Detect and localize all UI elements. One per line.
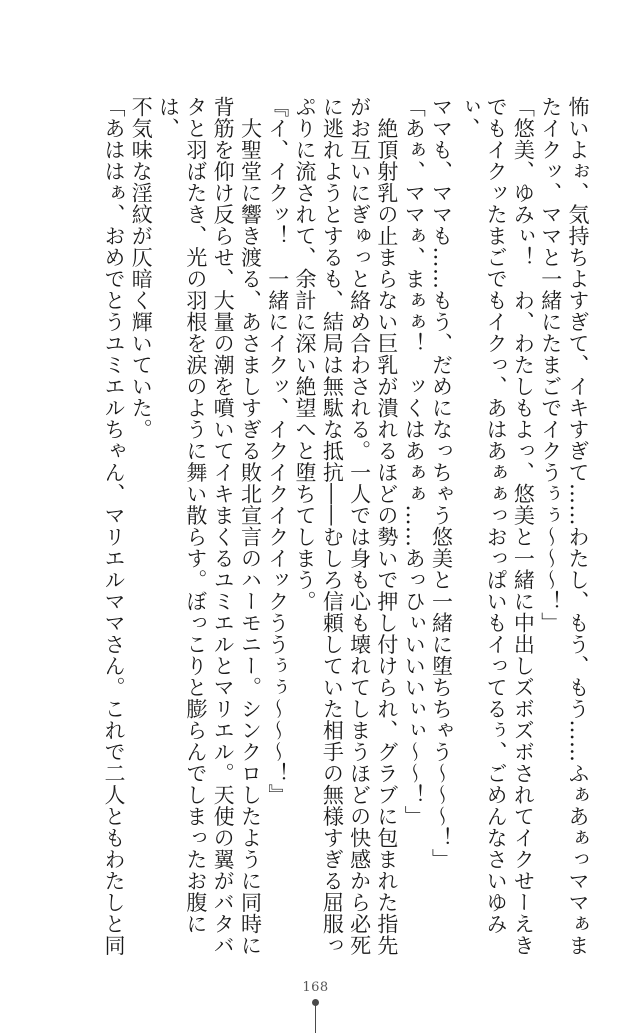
text-line: に逃れようとするも、結局は無駄な抵抗――むしろ信頼していた相手の無様すぎる屈服っ bbox=[320, 96, 345, 956]
text-line: 『イ、イクッ！ 一緒にイクッ、イクイクイクイックううぅぅ～～～！』 bbox=[265, 96, 290, 806]
page-footer bbox=[0, 978, 631, 1033]
text-line: ママも、ママも……もう、だめになっちゃう悠美と一緒に堕ちちゃう～～～！」 bbox=[429, 96, 454, 870]
text-line: 大聖堂に響き渡る、あさましすぎる敗北宣言のハーモニー。シンクロしたように同時に bbox=[238, 96, 263, 956]
text-line: 「あぁ、ママぁ、まぁぁ！ ッくはあぁぁ……あっひぃいいいぃぃ～～！」 bbox=[402, 96, 427, 827]
body-text bbox=[31, 96, 591, 966]
text-line: 絶頂射乳の止まらない巨乳が潰れるほどの勢いで押し付けられ、グラブに包まれた指先 bbox=[374, 96, 399, 956]
page-marker-line bbox=[315, 1005, 316, 1033]
text-line: 不気味な淫紋が仄暗く輝いていた。 bbox=[129, 96, 154, 440]
text-line: でもイクッたまごでもイクっ、あはあぁぁっおっぱいもイってるぅ、ごめんなさいゆみぃ、 bbox=[456, 96, 509, 935]
page-number: 168 bbox=[302, 980, 329, 995]
text-line: ぷりに流されて、余計に深い絶望へと堕ちてしまう。 bbox=[293, 96, 318, 612]
text-line: がお互いにぎゅっと絡め合わされる。一人では身も心も壊れてしまうほどの快感から必死 bbox=[347, 96, 372, 956]
text-line: 「悠美、ゆみぃ！ わ、わたしもよっ、悠美と一緒に中出しズボズボされてイクせーえき bbox=[511, 96, 536, 956]
text-line: たイクッ、ママと一緒にたまごでイクうぅぅ～～～！」 bbox=[538, 96, 563, 634]
text-line: 怖いよぉ、気持ちよすぎて、イキすぎて……わたし、もう、もう……ふぁあぁっママぁま bbox=[566, 96, 590, 956]
text-line: 背筋を仰け反らせ、大量の潮を噴いてイキまくるユミエルとマリエル。天使の翼がバタバ bbox=[211, 96, 236, 956]
text-line: タと羽ばたき、光の羽根を涙のように舞い散らす。ぼっこりと膨らんでしまったお腹には、 bbox=[156, 96, 208, 935]
text-line: 「あははぁ、おめでとうユミエルちゃん、マリエルママさん。これで二人ともわたしと同 bbox=[101, 96, 126, 956]
